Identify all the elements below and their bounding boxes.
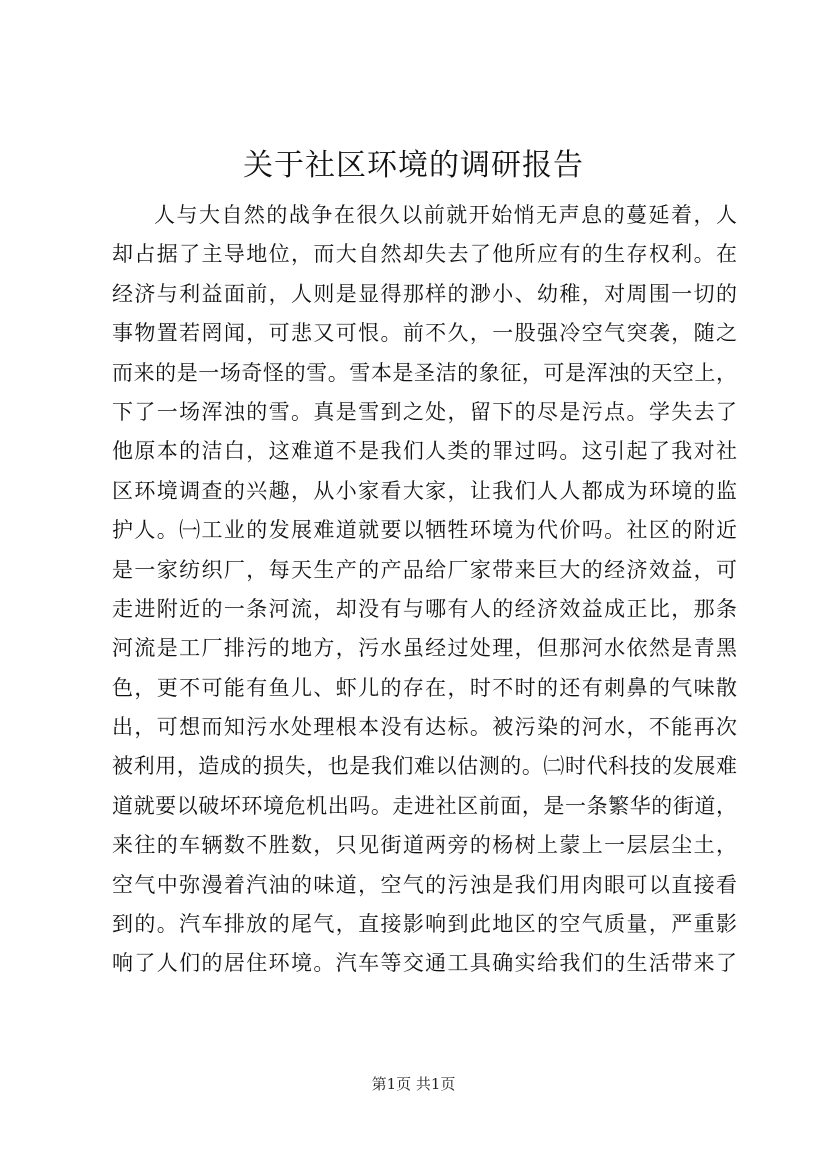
body-line: 出，可想而知污水处理根本没有达标。被污染的河水，不能再次 — [112, 715, 737, 740]
document-body — [112, 196, 737, 984]
body-line: 事物置若罔闻，可悲又可恨。前不久，一股强冷空气突袭，随之 — [112, 321, 737, 346]
body-line: 河流是工厂排污的地方，污水虽经过处理，但那河水依然是青黑 — [112, 636, 737, 661]
body-line: 来往的车辆数不胜数，只见街道两旁的杨树上蒙上一层层尘土， — [112, 833, 737, 858]
body-line: 他原本的洁白，这难道不是我们人类的罪过吗。这引起了我对社 — [112, 439, 737, 464]
body-line: 色，更不可能有鱼儿、虾儿的存在，时不时的还有刺鼻的气味散 — [112, 675, 737, 700]
body-line: 到的。汽车排放的尾气，直接影响到此地区的空气质量，严重影 — [112, 912, 737, 937]
body-line: 区环境调查的兴趣，从小家看大家，让我们人人都成为环境的监 — [112, 478, 737, 503]
body-line: 却占据了主导地位，而大自然却失去了他所应有的生存权利。在 — [112, 242, 737, 267]
body-line: 而来的是一场奇怪的雪。雪本是圣洁的象征，可是浑浊的天空上， — [112, 360, 737, 385]
body-line: 经济与利益面前，人则是显得那样的渺小、幼稚，对周围一切的 — [112, 281, 737, 306]
body-line: 被利用，造成的损失，也是我们难以估测的。㈡时代科技的发展难 — [112, 754, 737, 779]
body-line: 响了人们的居住环境。汽车等交通工具确实给我们的生活带来了 — [112, 951, 737, 976]
body-line: 空气中弥漫着汽油的味道，空气的污浊是我们用肉眼可以直接看 — [112, 872, 737, 897]
document-title: 关于社区环境的调研报告 — [243, 148, 584, 183]
body-line: 人与大自然的战争在很久以前就开始悄无声息的蔓延着，人 — [154, 203, 737, 227]
body-line: 护人。㈠工业的发展难道就要以牺牲环境为代价吗。社区的附近 — [112, 518, 737, 543]
page-number-footer: 第1页 共1页 — [371, 1075, 456, 1093]
body-line: 下了一场浑浊的雪。真是雪到之处，留下的尽是污点。学失去了 — [112, 399, 737, 424]
body-line: 道就要以破坏环境危机出吗。走进社区前面，是一条繁华的街道， — [112, 793, 737, 818]
body-line: 走进附近的一条河流，却没有与哪有人的经济效益成正比，那条 — [112, 596, 737, 621]
body-line: 是一家纺织厂，每天生产的产品给厂家带来巨大的经济效益，可 — [112, 557, 737, 582]
